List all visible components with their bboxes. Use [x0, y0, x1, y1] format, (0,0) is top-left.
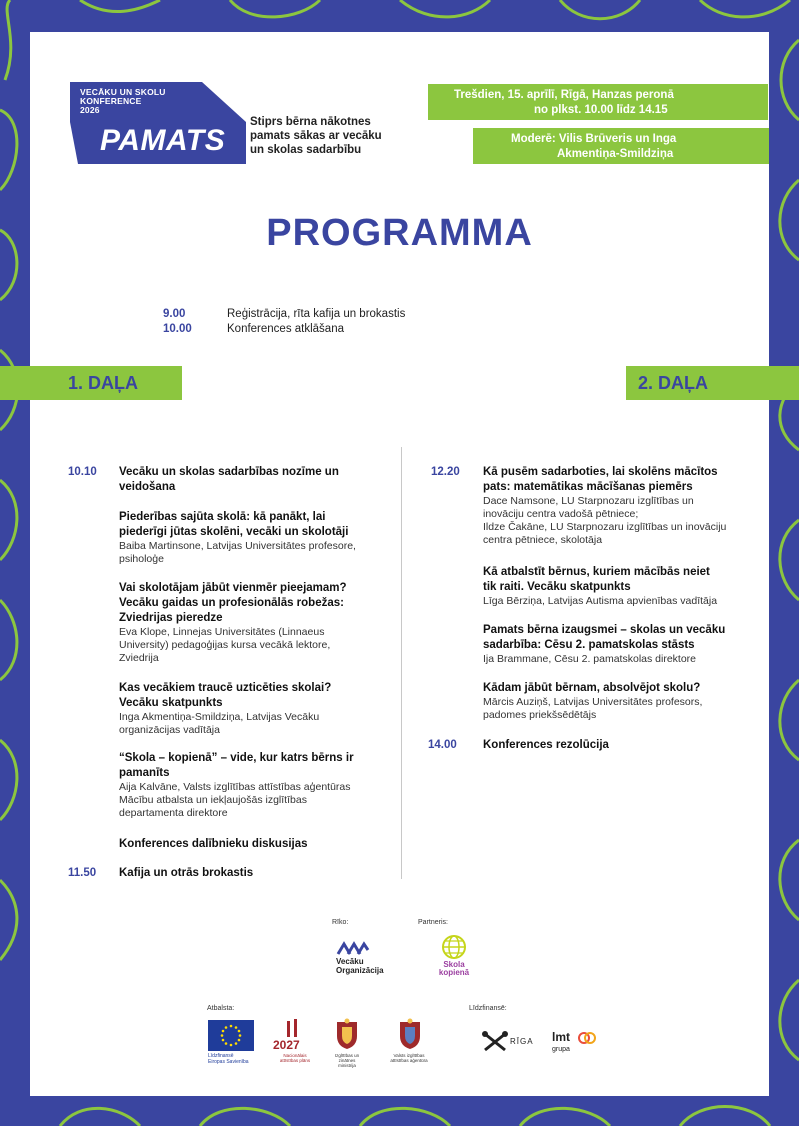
part-2-header: 2. DAĻA [626, 366, 799, 400]
program-item: “Skola – kopienā” – vide, kur katrs bērns ir pamanīts Aija Kalvāne, Valsts izglītības attīstības aģentūras Mācību atbalsta un iekļaujošās izglītības departamenta direktore [119, 752, 354, 819]
column-divider [401, 447, 402, 879]
nap-2027-mark-icon [286, 1019, 300, 1037]
part-1-header: 1. DAĻA [0, 366, 182, 400]
lmt-grupa-text: grupa [552, 1046, 570, 1053]
page-title: PROGRAMMA [266, 212, 533, 254]
program-item: Kā atbalstīt bērnus, kuriem mācībās neiet tik raiti. Vecāku skatpunkts Līga Bērziņa, Latvijas Autisma apvienības vadītāja [483, 566, 718, 607]
program-item: Kādam jābūt bērnam, absolvējot skolu? Mārcis Auziņš, Latvijas Universitātes profesors, padomes priekšsēdētājs [483, 682, 703, 721]
time-label: 10.10 [68, 466, 97, 478]
moderator-box: Moderē: Vilis Brūveris un Inga Akmentiņa-Smildziņa [473, 128, 769, 164]
intro-text: Konferences atklāšana [227, 323, 344, 335]
eu-flag-icon [208, 1020, 254, 1051]
organizer-label: Rīko: [332, 919, 349, 926]
program-item: Kafija un otrās brokastis [119, 867, 254, 879]
program-item: Konferences dalībnieku diskusijas [119, 838, 308, 850]
program-item: Kā pusēm sadarboties, lai skolēns mācītos pats: matemātikas mācīšanas piemērs Dace Namsone, LU Starpnozaru izglītības un inovāciju centra vadošā pētniece; Ildze Čakāne, LU Starpnozaru izglītības un inovāciju centra pētniece, skolotāja [483, 466, 727, 546]
supporters-label: Atbalsta: [207, 1005, 235, 1012]
program-item: Piederības sajūta skolā: kā panākt, lai piederīgi jūtas skolēni, vecāki un skolotāji Baiba Martinsone, Latvijas Universitātes profesore, psiholoģe [119, 511, 356, 565]
izm-caption: Izglītības un zinātnes ministrija [334, 1053, 360, 1068]
partner-label: Partneris: [418, 919, 448, 926]
program-item: Pamats bērna izaugsmei – skolas un vecāku sadarbība: Cēsu 2. pamatskolas stāsts Ija Brammane, Cēsu 2. pamatskolas direktore [483, 624, 726, 665]
intro-time: 9.00 [163, 308, 186, 320]
riga-text: RĪGA [510, 1037, 534, 1046]
intro-time: 10.00 [163, 323, 192, 335]
time-label: 11.50 [68, 867, 97, 879]
viaa-caption: Valsts izglītības attīstības aģentūra [390, 1053, 428, 1063]
skola-kopiena-text: Skola kopienā [438, 960, 470, 977]
program-item: Vecāku un skolas sadarbības nozīme un veidošana [119, 466, 339, 493]
program-item: Kas vecākiem traucē uzticēties skolai? Vecāku skatpunkts Inga Akmentiņa-Smildziņa, Latvijas Vecāku organizācijas vadītāja [119, 682, 332, 736]
logo-name: PAMATS [100, 124, 226, 157]
program-item: Vai skolotājam jābūt vienmēr pieejamam? Vecāku gaidas un profesionālās robežas: Zviedrijas pieredze Eva Klope, Linnejas Universitātes (Linnaeus University) pedagoģijas kursa vecākā lektore, Zviedrija [119, 582, 347, 664]
nap-2027-year: 2027 [273, 1038, 300, 1052]
program-item: Konferences rezolūcija [483, 739, 609, 751]
eu-caption: Līdzfinansē Eiropas Savienība [208, 1053, 249, 1065]
tagline: Stiprs bērna nākotnes pamats sākas ar vecāku un skolas sadarbību [250, 116, 382, 156]
nap-caption: Nacionālais attīstības plāns [279, 1053, 311, 1063]
lmt-logo-text: lmt [552, 1030, 570, 1044]
time-label: 12.20 [431, 466, 460, 478]
time-label: 14.00 [428, 739, 457, 751]
intro-text: Reģistrācija, rīta kafija un brokastis [227, 308, 406, 320]
event-date-box: Trešdien, 15. aprīlī, Rīgā, Hanzas peronā no plkst. 10.00 līdz 14.15 [428, 84, 768, 120]
logo-subtitle: VECĀKU UN SKOLU KONFERENCE 2026 [80, 87, 166, 115]
lmt-swirl-icon [577, 1031, 597, 1045]
vecaku-organizacija-text: Vecāku Organizācija [336, 957, 384, 975]
riga-crossed-keys-icon [482, 1031, 508, 1053]
izm-coat-of-arms-icon [332, 1018, 362, 1050]
vecaku-organizacija-logo-icon [336, 940, 370, 956]
skola-kopiena-globe-icon [441, 934, 467, 960]
viaa-coat-of-arms-icon [395, 1018, 425, 1050]
cofinancers-label: Līdzfinansē: [469, 1005, 507, 1012]
